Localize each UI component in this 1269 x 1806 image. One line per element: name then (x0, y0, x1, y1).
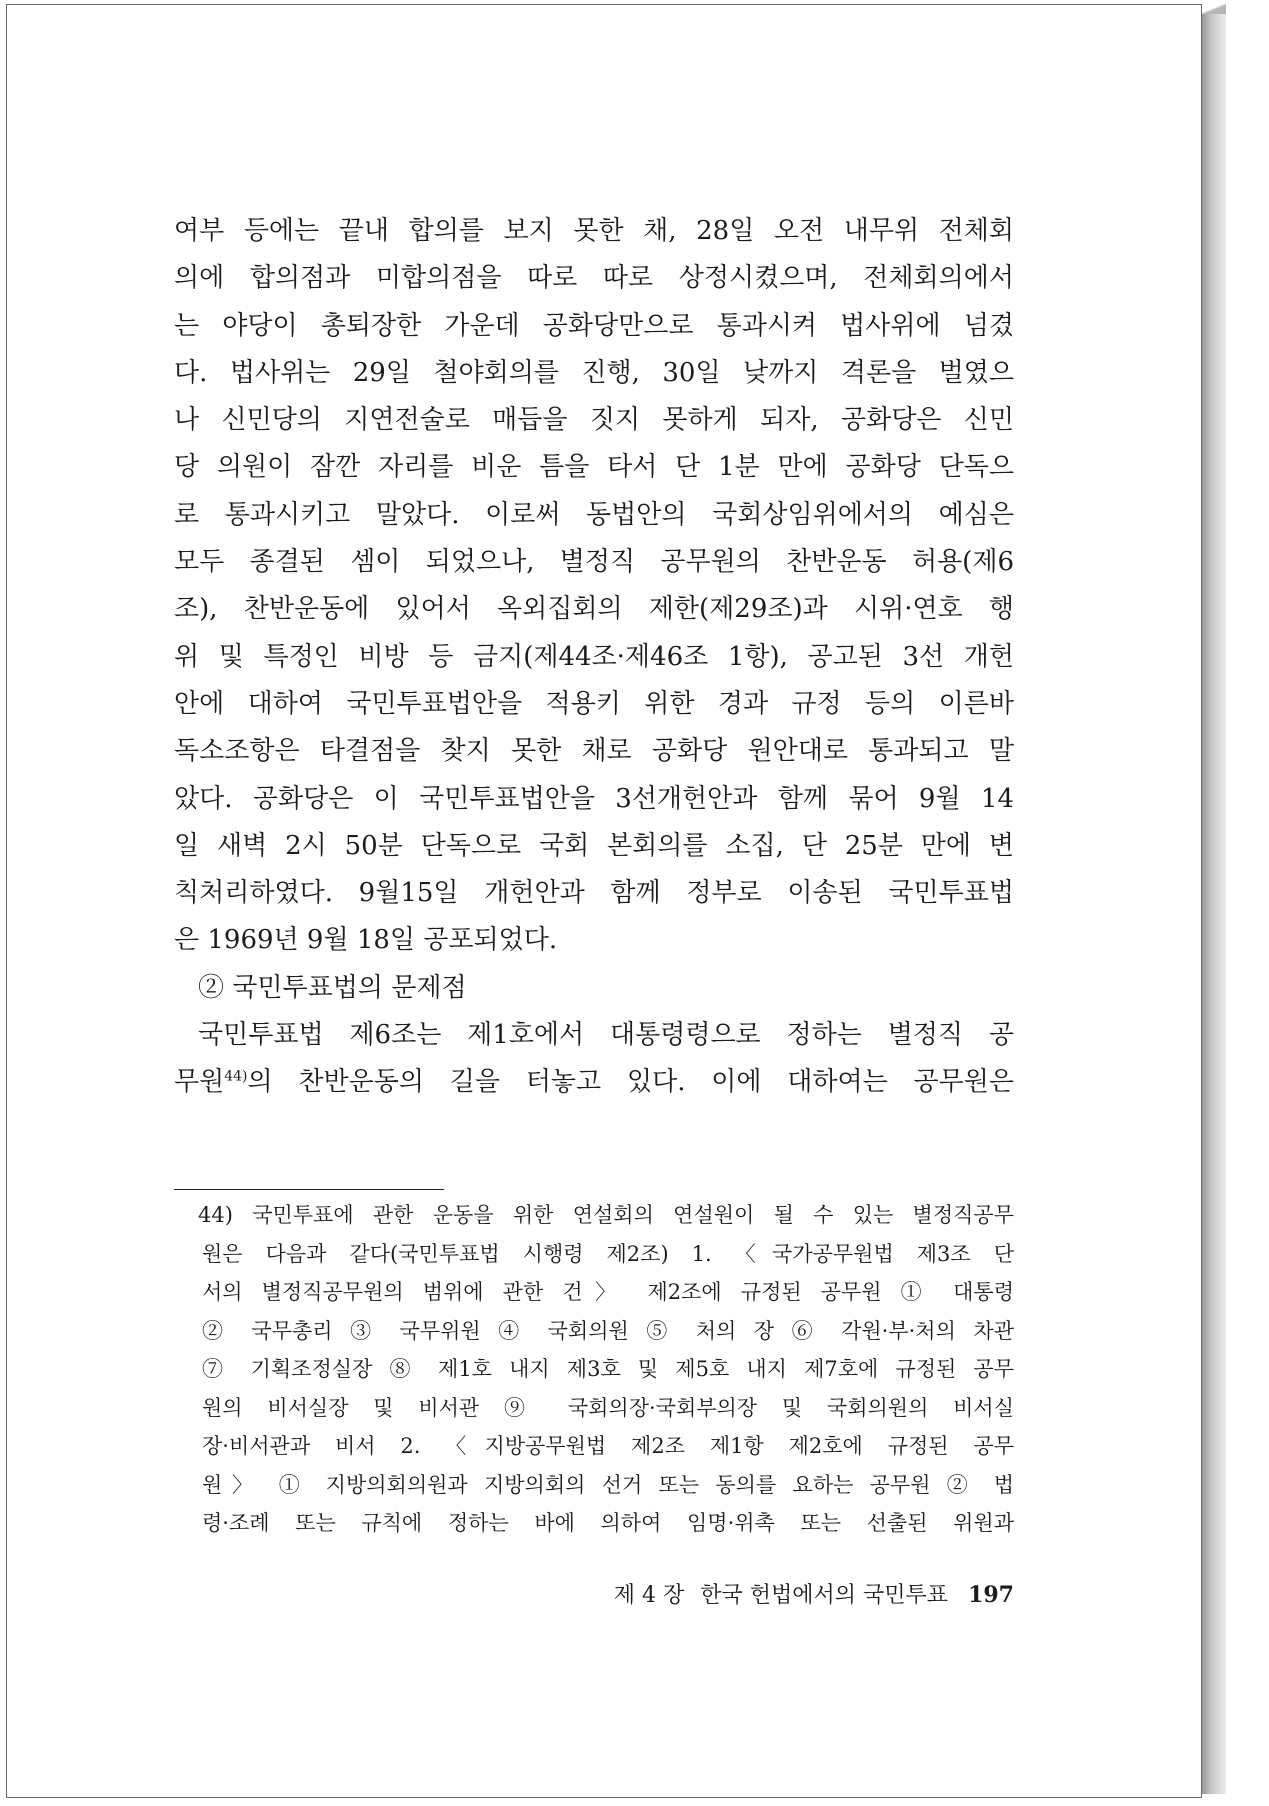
chapter-title: 한국 헌법에서의 국민투표 (700, 1583, 949, 1608)
page-edge-shadow (1202, 14, 1226, 1794)
body-line: 나 신민당의 지연전술로 매듭을 짓지 못하게 되자, 공화당은 신민 (174, 405, 1014, 436)
body-text-fragment: 무원 (174, 1067, 225, 1098)
section-heading: ② 국민투표법의 문제점 (198, 972, 467, 1003)
footnote-line: 장·비서관과 비서 2. 〈지방공무원법 제2조 제1항 제2호에 규정된 공무 (202, 1434, 1014, 1458)
footnote-line: 원의 비서실장 및 비서관 ⑨ 국회의장·국회부의장 및 국회의원의 비서실 (202, 1395, 1014, 1420)
body-line: 다. 법사위는 29일 철야회의를 진행, 30일 낮까지 격론을 벌였으 (174, 357, 1014, 388)
body-line: 당 의원이 잠깐 자리를 비운 틈을 타서 단 1분 만에 공화당 단독으 (174, 452, 1014, 483)
footnote-divider (174, 1189, 444, 1190)
footnote (198, 1196, 1014, 1543)
body-line: 안에 대하여 국민투표법안을 적용키 위한 경과 규정 등의 이른바 (174, 688, 1014, 719)
body-line: 조), 찬반운동에 있어서 옥외집회의 제한(제29조)과 시위·연호 행 (174, 594, 1014, 625)
footnote-line: ⑦ 기획조정실장 ⑧ 제1호 내지 제3호 및 제5호 내지 제7호에 규정된 공무 (202, 1357, 1014, 1381)
body-line-with-footnote-ref (174, 1059, 1014, 1106)
footnote-line: 44) 국민투표에 관한 운동을 위한 연설회의 연설원이 될 수 있는 별정직공무 (198, 1203, 1014, 1227)
footnote-line: 원〉 ① 지방의회의원과 지방의회의 선거 또는 동의를 요하는 공무원 ② 법 (202, 1472, 1014, 1497)
page-number: 197 (968, 1582, 1014, 1608)
footnote-reference: 44) (224, 1068, 248, 1085)
body-line: 은 1969년 9월 18일 공포되었다. (174, 925, 558, 956)
footnote-line: 서의 별정직공무원의 범위에 관한 건〉 제2조에 규정된 공무원 ① 대통령 (202, 1280, 1014, 1304)
running-footer (528, 1578, 1014, 1609)
body-line: 모두 종결된 셈이 되었으나, 별정직 공무원의 찬반운동 허용(제6 (174, 547, 1014, 578)
body-line: 국민투표법 제6조는 제1호에서 대통령령으로 정하는 별정직 공 (198, 1020, 1014, 1051)
footnote-line: 령·조례 또는 규칙에 정하는 바에 의하여 임명·위촉 또는 선출된 위원과 (202, 1511, 1014, 1535)
body-text-fragment: 의 찬반운동의 길을 터놓고 있다. 이에 대하여는 공무원은 (247, 1067, 1014, 1098)
footnote-line: ② 국무총리 ③ 국무위원 ④ 국회의원 ⑤ 처의 장 ⑥ 각원·부·처의 차관 (202, 1318, 1014, 1343)
chapter-label: 제 4 장 (613, 1583, 685, 1608)
body-line: 의에 합의점과 미합의점을 따로 따로 상정시켰으며, 전체회의에서 (174, 263, 1014, 294)
body-line: 칙처리하였다. 9월15일 개헌안과 함께 정부로 이송된 국민투표법 (174, 878, 1014, 909)
body-line: 일 새벽 2시 50분 단독으로 국회 본회의를 소집, 단 25분 만에 변 (174, 830, 1014, 861)
body-text (174, 208, 1014, 1107)
body-line: 는 야당이 총퇴장한 가운데 공화당만으로 통과시켜 법사위에 넘겼 (174, 310, 1014, 341)
body-line: 았다. 공화당은 이 국민투표법안을 3선개헌안과 함께 묶어 9월 14 (174, 783, 1014, 814)
body-line: 위 및 특정인 비방 등 금지(제44조·제46조 1항), 공고된 3선 개헌 (174, 641, 1014, 672)
body-line: 여부 등에는 끝내 합의를 보지 못한 채, 28일 오전 내무위 전체회 (174, 216, 1014, 246)
body-line: 로 통과시키고 말았다. 이로써 동법안의 국회상임위에서의 예심은 (174, 499, 1014, 530)
footnote-line: 원은 다음과 같다(국민투표법 시행령 제2조) 1. 〈국가공무원법 제3조 단 (202, 1241, 1014, 1266)
body-line: 독소조항은 타결점을 찾지 못한 채로 공화당 원안대로 통과되고 말 (174, 736, 1014, 767)
